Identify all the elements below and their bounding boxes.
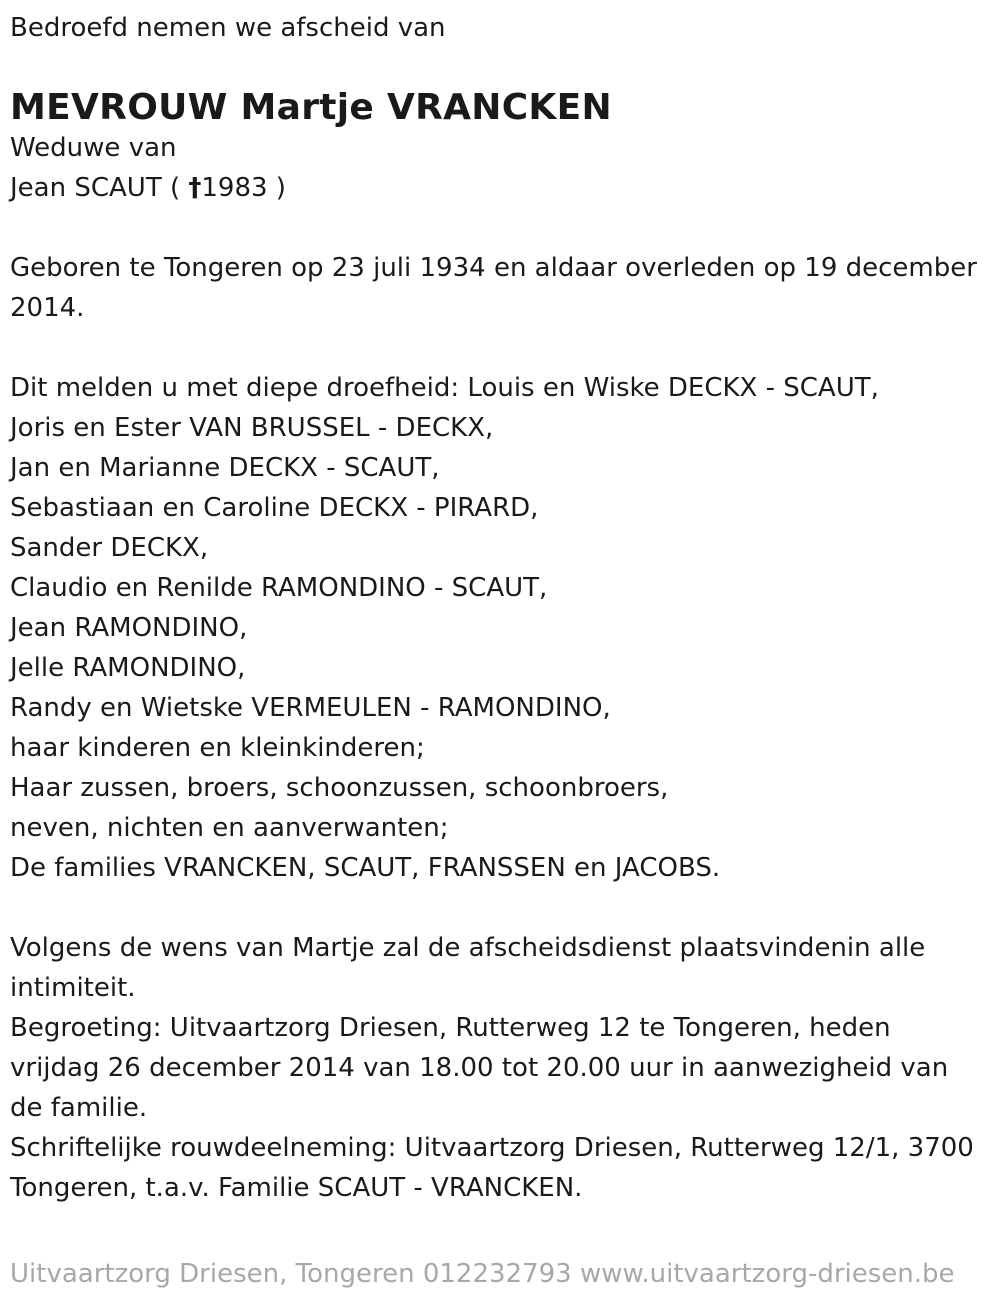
spacer xyxy=(10,328,985,368)
family-line: Jan en Marianne DECKX - SCAUT, xyxy=(10,453,440,483)
spacer xyxy=(10,208,985,248)
family-line: Sander DECKX, xyxy=(10,533,209,563)
cross-icon: † xyxy=(188,173,202,203)
family-line: Randy en Wietske VERMEULEN - RAMONDINO, xyxy=(10,693,611,723)
service-text: Volgens de wens van Martje zal de afscheidsdienst plaatsvindenin alle intimiteit. xyxy=(10,933,926,1003)
spacer xyxy=(10,888,985,928)
spouse-death-year: 1983 ) xyxy=(201,173,286,203)
family-line: haar kinderen en kleinkinderen; xyxy=(10,733,425,763)
widow-label: Weduwe van xyxy=(10,133,177,163)
intro-text: Bedroefd nemen we afscheid van xyxy=(10,13,446,43)
family-line: Claudio en Renilde RAMONDINO - SCAUT, xyxy=(10,573,548,603)
death-notice xyxy=(10,8,985,1208)
condolence-text: Schriftelijke rouwdeelneming: Uitvaartzorg Driesen, Rutterweg 12/1, 3700 Tongeren, t.a.v. Familie SCAUT - VRANCKEN. xyxy=(10,1133,974,1203)
spouse-line xyxy=(10,168,985,208)
deceased-name: MEVROUW Martje VRANCKEN xyxy=(10,87,612,128)
family-line: Joris en Ester VAN BRUSSEL - DECKX, xyxy=(10,413,494,443)
family-line: Dit melden u met diepe droefheid: Louis en Wiske DECKX - SCAUT, xyxy=(10,373,879,403)
visitation-text: Begroeting: Uitvaartzorg Driesen, Rutterweg 12 te Tongeren, heden vrijdag 26 december 2014 van 18.00 tot 20.00 uur in aanwezigheid van de familie. xyxy=(10,1013,949,1123)
birth-death-text: Geboren te Tongeren op 23 juli 1934 en aldaar overleden op 19 december 2014. xyxy=(10,253,977,323)
family-line: Jelle RAMONDINO, xyxy=(10,653,246,683)
family-line: Haar zussen, broers, schoonzussen, schoonbroers, xyxy=(10,773,669,803)
family-line: De families VRANCKEN, SCAUT, FRANSSEN en JACOBS. xyxy=(10,853,721,883)
funeral-home-footer: Uitvaartzorg Driesen, Tongeren 012232793 www.uitvaartzorg-driesen.be xyxy=(10,1259,955,1289)
spouse-name: Jean SCAUT ( xyxy=(10,173,181,203)
family-line: Jean RAMONDINO, xyxy=(10,613,248,643)
family-list xyxy=(10,368,985,888)
family-line: Sebastiaan en Caroline DECKX - PIRARD, xyxy=(10,493,539,523)
family-line: neven, nichten en aanverwanten; xyxy=(10,813,449,843)
